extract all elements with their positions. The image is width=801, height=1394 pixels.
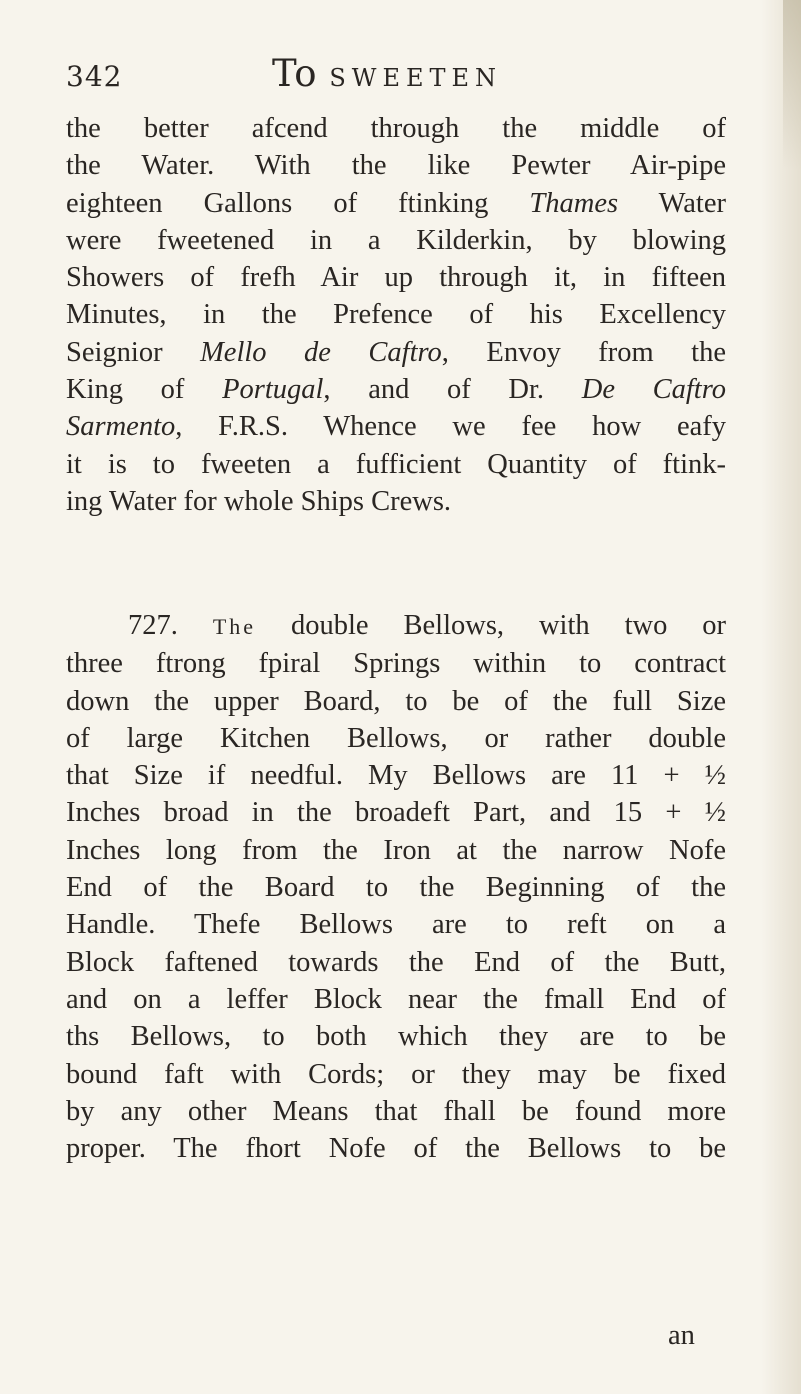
- text-line: Inches broad in the broadeft Part, and 15 + ½: [66, 797, 726, 829]
- page-corner-stain: [783, 0, 801, 170]
- text-line: Minutes, in the Prefence of his Excellency: [66, 299, 726, 331]
- paragraph-1: [66, 110, 726, 520]
- text-line: were fweetened in a Kilderkin, by blowing: [66, 224, 726, 256]
- italic-mello-de-castro: Mello de Caftro: [200, 336, 442, 368]
- running-head: [272, 52, 502, 95]
- text-line: of large Kitchen Bellows, or rather double: [66, 722, 726, 754]
- text-line: that Size if needful. My Bellows are 11 + ½: [66, 760, 726, 792]
- page-edge-shadow: [761, 0, 801, 1394]
- text-line: End of the Board to the Beginning of the: [66, 872, 726, 904]
- text-line: ing Water for whole Ships Crews.: [66, 485, 452, 517]
- text-line: 727. The double Bellows, with two or: [128, 610, 727, 641]
- text-line: by any other Means that fhall be found more: [66, 1095, 726, 1127]
- italic-portugal: Portugal: [222, 374, 324, 406]
- text-line: Showers of frefh Air up through it, in fifteen: [66, 262, 726, 294]
- small-caps-the: The: [212, 614, 257, 639]
- page-header: [66, 52, 726, 102]
- text-line: Inches long from the Iron at the narrow Nofe: [66, 834, 726, 866]
- text-line: King of Portugal, and of Dr. De Caftro: [66, 374, 727, 406]
- text-line: ths Bellows, to both which they are to be: [66, 1021, 726, 1053]
- catchword: an: [668, 1320, 695, 1351]
- text-line: it is to fweeten a fufficient Quantity of ftink-: [66, 448, 726, 480]
- text-line: Handle. Thefe Bellows are to reft on a: [66, 909, 726, 941]
- text-line: the Water. With the like Pewter Air-pipe: [66, 150, 726, 182]
- text-line: Block faftened towards the End of the Butt,: [66, 946, 726, 978]
- text-line: bound faft with Cords; or they may be fixed: [66, 1058, 726, 1090]
- text-line: and on a leffer Block near the fmall End of: [66, 983, 726, 1015]
- page-number: 342: [66, 60, 123, 93]
- text-line: three ftrong fpiral Springs within to contract: [66, 648, 726, 680]
- italic-thames: Thames: [529, 187, 619, 219]
- paragraph-727: [66, 607, 726, 1167]
- running-head-initial: To: [272, 52, 318, 95]
- text-line: proper. The fhort Nofe of the Bellows to be: [66, 1133, 726, 1165]
- italic-de-castro: De Caftro: [581, 374, 727, 406]
- section-number: 727.: [128, 610, 178, 641]
- text-line: eighteen Gallons of ftinking Thames Water: [66, 187, 726, 219]
- running-head-rest: SWEETEN: [329, 64, 503, 92]
- text-line: down the upper Board, to be of the full Size: [66, 685, 726, 717]
- text-line: Seignior Mello de Caftro, Envoy from the: [66, 336, 726, 368]
- text-line: Sarmento, F.R.S. Whence we fee how eafy: [66, 411, 726, 443]
- text-line: the better afcend through the middle of: [66, 113, 726, 144]
- italic-sarmento: Sarmento: [66, 411, 176, 443]
